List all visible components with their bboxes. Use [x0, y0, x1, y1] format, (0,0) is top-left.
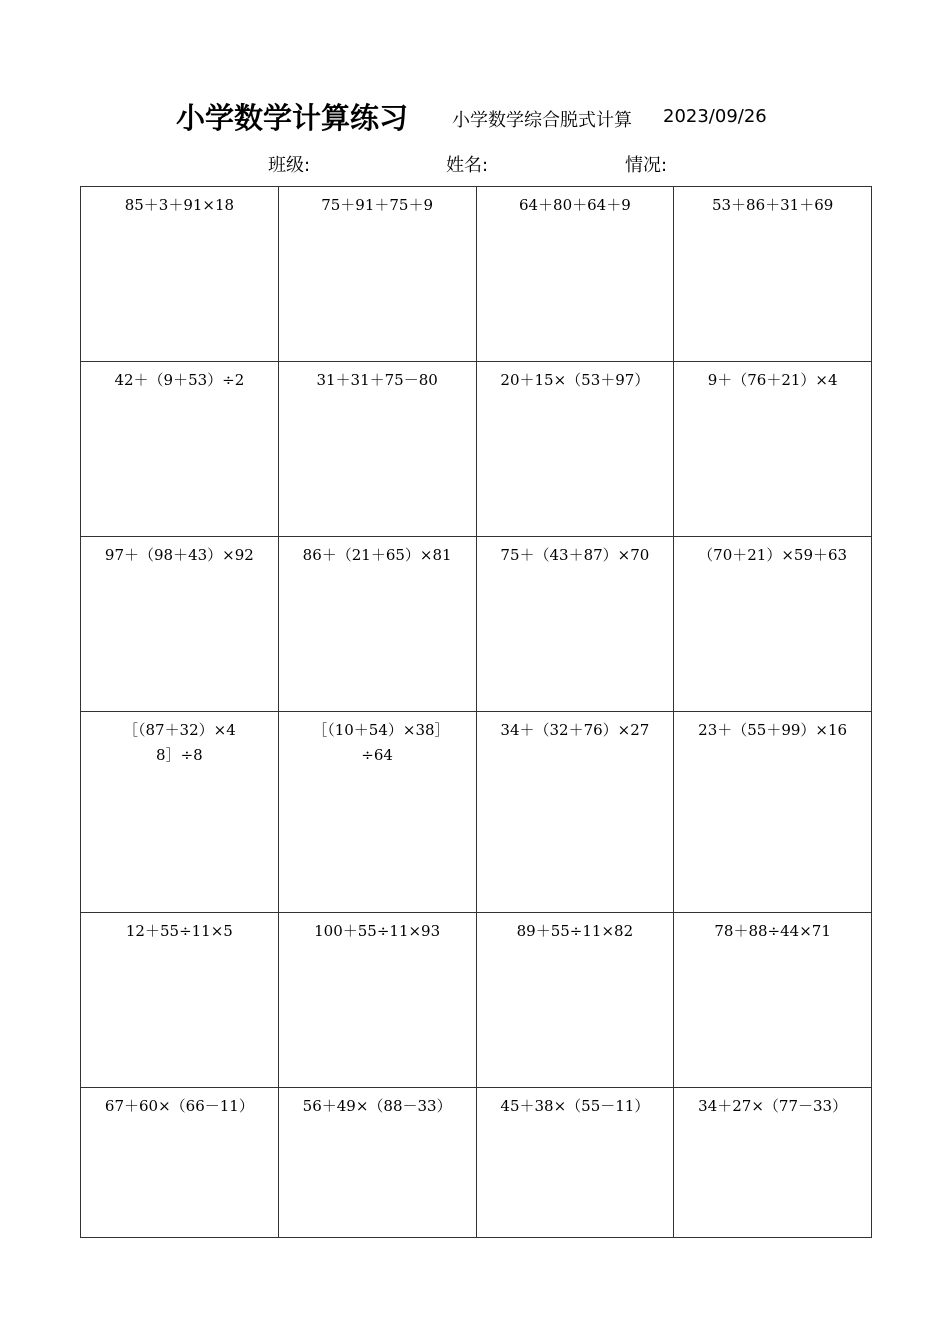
problem-cell [674, 712, 872, 912]
problem-cell [476, 187, 674, 362]
problem-text: 20＋15×（53＋97） [500, 371, 650, 390]
problem-cell [278, 912, 476, 1087]
problem-cell [674, 1087, 872, 1237]
problem-text: 42＋（9＋53）÷2 [114, 371, 245, 390]
problem-cell [81, 712, 279, 912]
problem-text: 75＋（43＋87）×70 [500, 546, 650, 565]
problem-text: 34＋（32＋76）×27 [500, 721, 650, 740]
page-title: 小学数学计算练习 [176, 101, 409, 135]
problem-text: 64＋80＋64＋9 [518, 196, 631, 214]
problem-cell [278, 537, 476, 712]
problem-cell [476, 362, 674, 537]
page-subtitle: 小学数学综合脱式计算 [452, 110, 632, 131]
problem-row [81, 1087, 872, 1237]
name-label: 姓名: [446, 155, 489, 176]
problem-text: 100＋55÷11×93 [314, 921, 441, 940]
problem-cell [674, 362, 872, 537]
problem-text: 85＋3＋91×18 [124, 196, 235, 214]
problem-cell [278, 712, 476, 912]
problem-text: 9＋（76＋21）×4 [707, 371, 838, 390]
problem-cell [476, 712, 674, 912]
status-label: 情况: [625, 155, 668, 176]
problem-text: 78＋88÷44×71 [714, 921, 831, 940]
problem-cell [81, 912, 279, 1087]
problem-cell [81, 187, 279, 362]
problem-text: 56＋49×（88－33） [302, 1096, 452, 1115]
problem-text: 75＋91＋75＋9 [321, 196, 434, 214]
problem-cell [476, 1087, 674, 1237]
problem-text: 23＋（55＋99）×16 [698, 721, 848, 740]
problem-text: 12＋55÷11×5 [125, 921, 233, 940]
problem-text: （70＋21）×59＋63 [698, 546, 848, 565]
problem-cell [476, 912, 674, 1087]
problem-cell [476, 537, 674, 712]
problem-cell [674, 912, 872, 1087]
problem-row [81, 912, 872, 1087]
class-label: 班级: [268, 155, 311, 176]
problem-text: 67＋60×（66－11） [104, 1096, 254, 1115]
problem-grid [80, 186, 872, 1238]
problem-cell [278, 187, 476, 362]
problem-cell [81, 362, 279, 537]
problem-cell [81, 1087, 279, 1237]
problem-text: 53＋86＋31＋69 [711, 196, 834, 214]
problem-cell [674, 187, 872, 362]
problem-cell [278, 1087, 476, 1237]
date-label: 2023/09/26 [663, 106, 767, 127]
problem-text: 89＋55÷11×82 [516, 921, 634, 940]
problem-row [81, 712, 872, 912]
problem-text: 45＋38×（55－11） [500, 1096, 650, 1115]
problem-text: 86＋（21＋65）×81 [302, 546, 452, 565]
problem-text: ［（10＋54）×38］÷64 [312, 721, 443, 765]
problem-text: ［（87＋32）×48］÷8 [122, 721, 236, 765]
problem-text: 97＋（98＋43）×92 [104, 546, 254, 565]
problem-row [81, 537, 872, 712]
problem-row [81, 187, 872, 362]
worksheet-header [0, 96, 950, 136]
problem-cell [278, 362, 476, 537]
problem-cell [81, 537, 279, 712]
problem-text: 34＋27×（77－33） [698, 1096, 848, 1115]
problem-row [81, 362, 872, 537]
problem-text: 31＋31＋75－80 [316, 371, 438, 390]
problem-cell [674, 537, 872, 712]
